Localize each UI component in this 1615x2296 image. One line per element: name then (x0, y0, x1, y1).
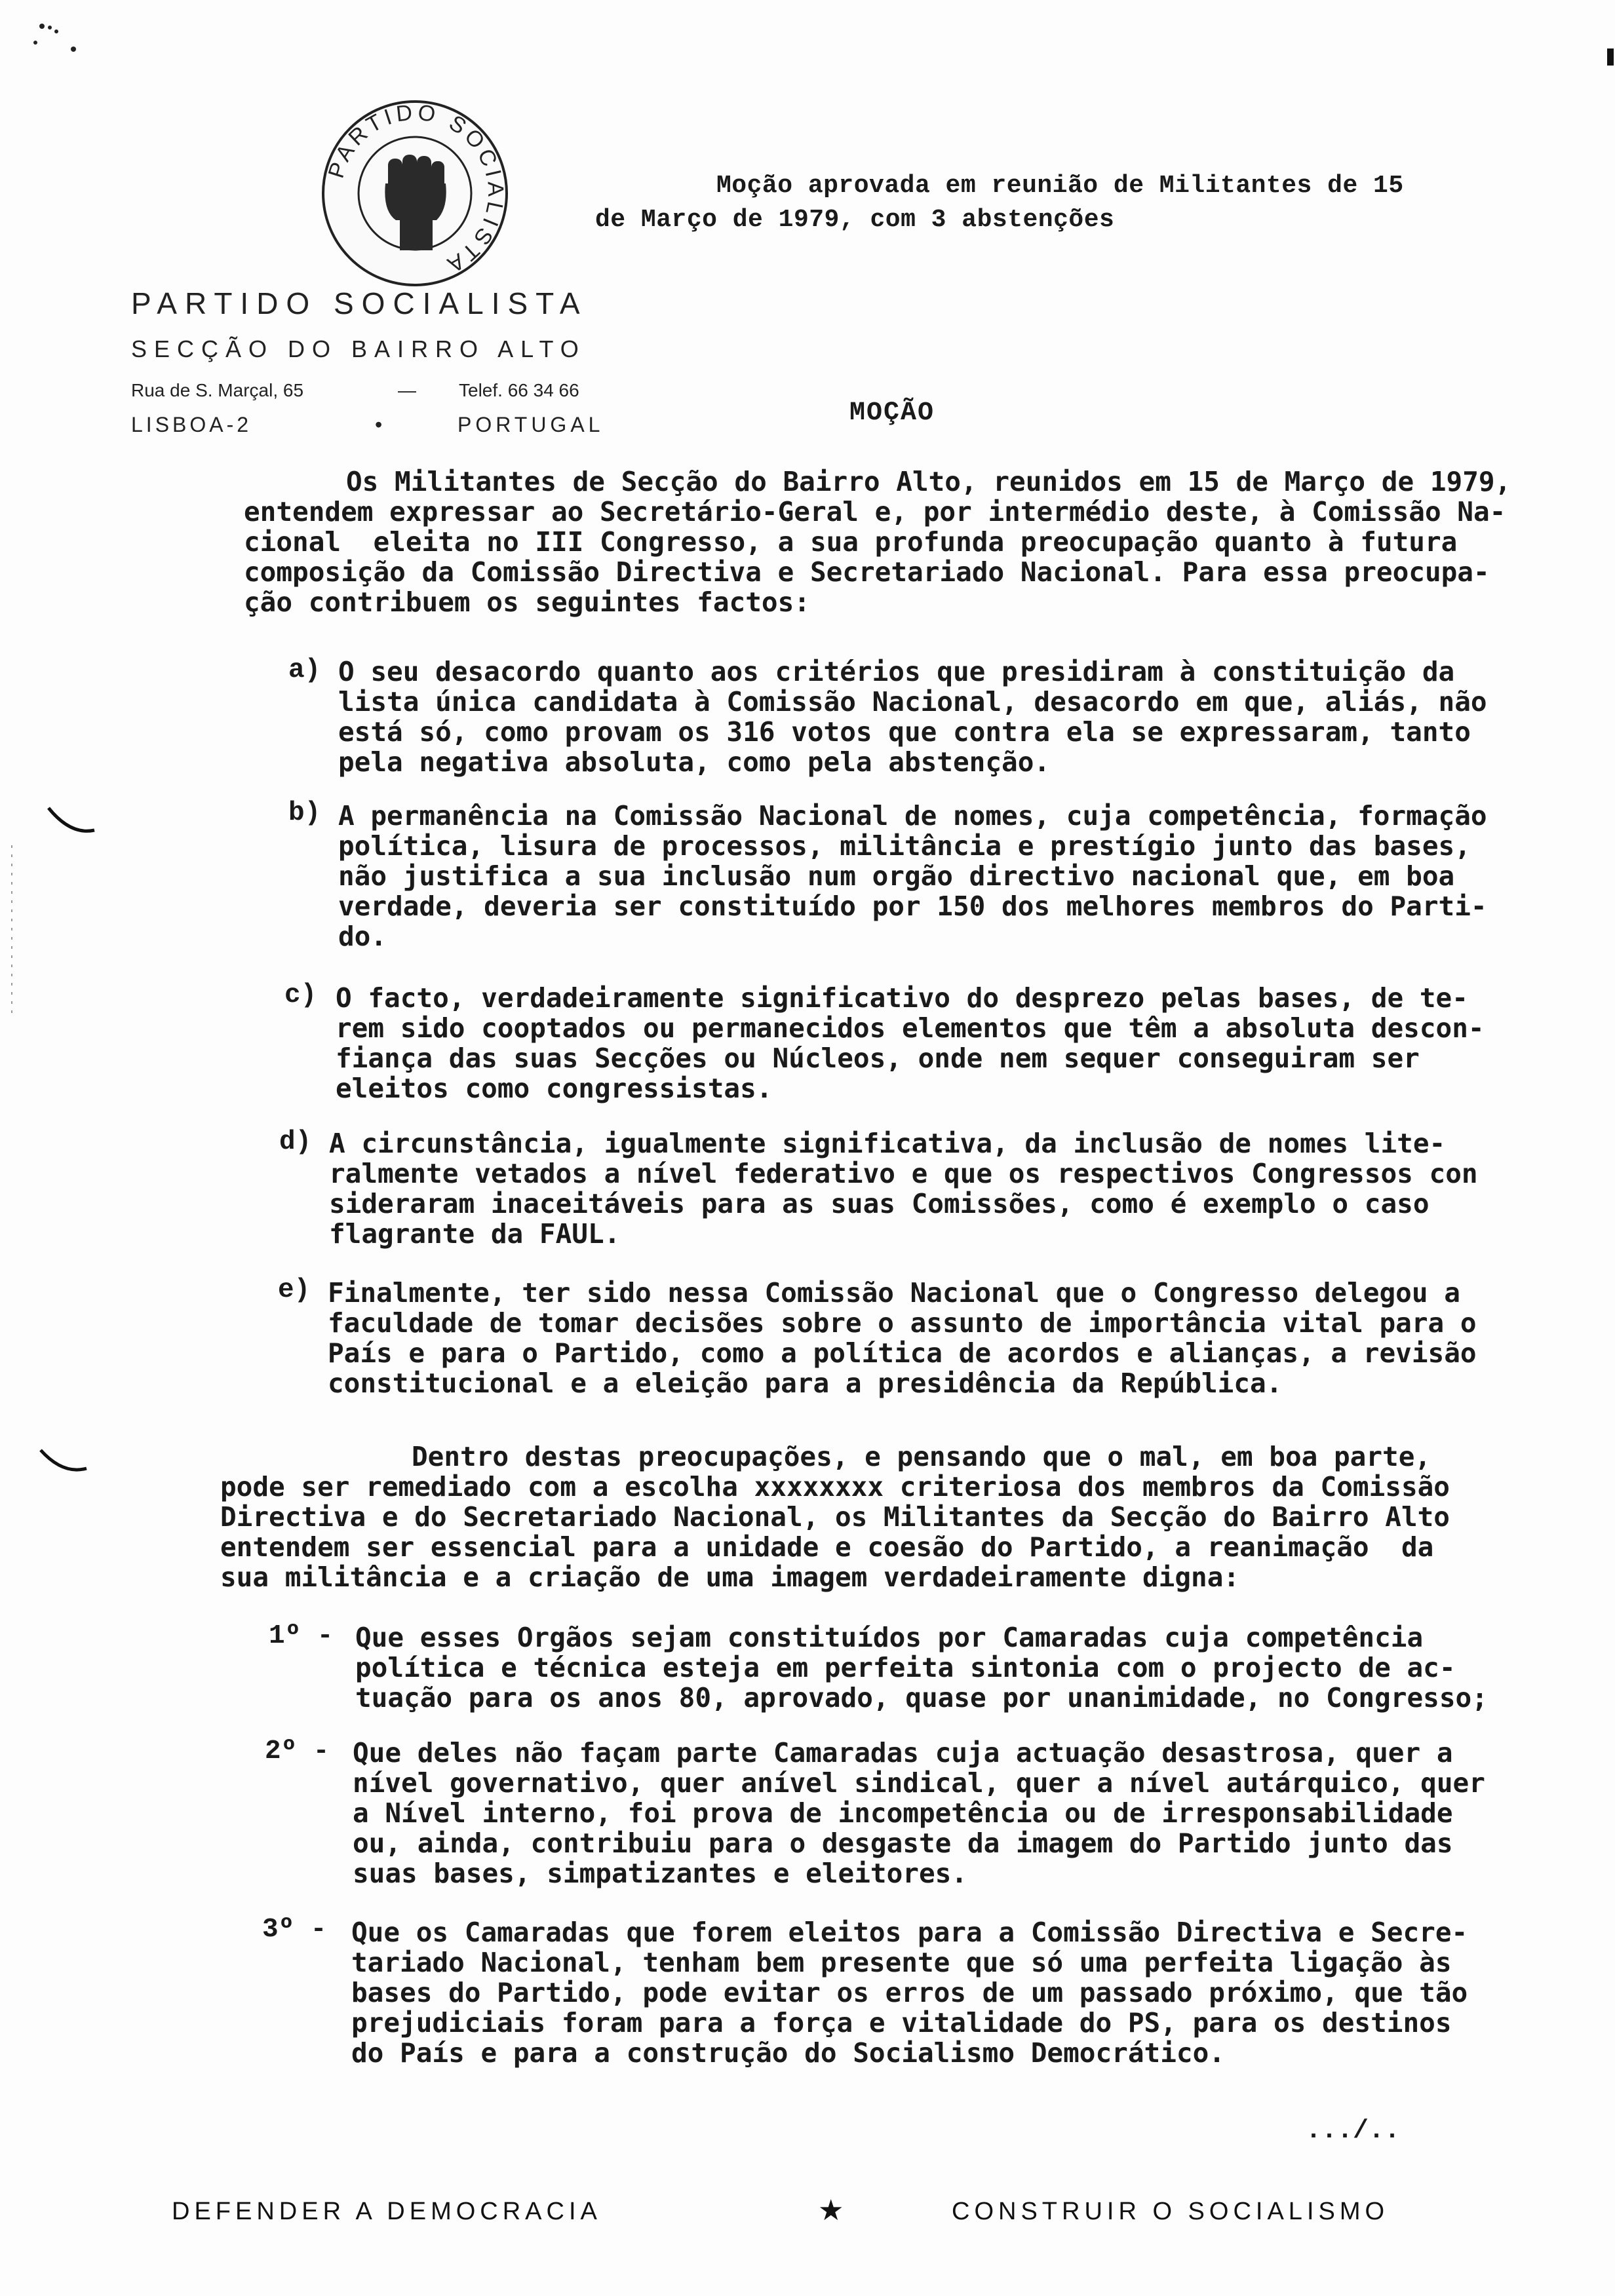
point-1-label: 1º - (269, 1621, 334, 1651)
party-fist-logo (320, 98, 510, 288)
point-3-label: 3º - (262, 1915, 327, 1945)
letterhead-section-name: SECÇÃO DO BAIRRO ALTO (131, 335, 586, 362)
star-icon: ★ (818, 2194, 844, 2227)
letterhead-address-line (131, 380, 616, 401)
concern-paragraph: Dentro destas preocupações, e pensando que o mal, em boa parte, pode ser remediado com a escolha xxxxxxxx criteriosa dos membros da Comissão Directiva e do Secretariado Nacional, os Militantes da Secção do Bairro Alto entendem ser essencial para a unidade e coesão do Partido, a reanimação da sua militância e a criação de uma imagem verdadeiramente digna: (220, 1441, 1450, 1593)
edge-mark-right (1605, 46, 1615, 72)
letterhead-city-line (131, 413, 616, 437)
fact-c-text: O facto, verdadeiramente significativo do desprezo pelas bases, de te- rem sido cooptados ou permanecidos elementos que têm a absoluta descon- fiança das suas Secções ou Núcleos, onde nem sequer conseguiram ser eleitos como congressistas. (336, 982, 1485, 1104)
footer-slogan-left: DEFENDER A DEMOCRACIA (172, 2198, 602, 2225)
point-2-text: Que deles não façam parte Camaradas cuja actuação desastrosa, quer a nível governativo, quer anível sindical, quer a nível autárquico, quer a Nível interno, foi prova de incompetência ou de irresponsabilidade ou, ainda, contribuiu para o desgaste da imagem do Partido junto das suas bases, simpatizantes e eleitores. (353, 1737, 1485, 1889)
point-2-label: 2º - (265, 1736, 330, 1767)
letterhead-city-separator: • (375, 413, 386, 436)
margin-dots (5, 845, 18, 1022)
fact-b-label: b) (288, 798, 321, 828)
scan-mark-top-left (26, 13, 85, 52)
intro-paragraph: Os Militantes de Secção do Bairro Alto, reunidos em 15 de Março de 1979, entendem expressar ao Secretário-Geral e, por intermédio deste, à Comissão Na- cional eleita no III Congresso, a sua profunda preocupação quanto à futura composição da Comissão Directiva e Secretariado Nacional. Para essa preocupa- ção contribuem os seguintes factos: (244, 466, 1511, 618)
fact-a-label: a) (288, 655, 321, 685)
fact-d-text: A circunstância, igualmente significativa, da inclusão de nomes lite- ralmente vetados a nível federativo e que os respectivos Congressos con sideraram inaceitáveis para as suas Comissões, como é exemplo o caso flagrante da FAUL. (329, 1128, 1478, 1250)
fact-c-label: c) (284, 980, 317, 1010)
fact-a-text: O seu desacordo quanto aos critérios que presidiram à constituição da lista única candidata à Comissão Nacional, desacordo em que, aliás, não está só, como provam os 316 votos que contra ela se expressaram, tanto pela negativa absoluta, como pela abstenção. (338, 656, 1487, 778)
letterhead-city: LISBOA-2 (131, 413, 252, 436)
fact-d-label: d) (279, 1127, 312, 1157)
footer-slogan-right: CONSTRUIR O SOCIALISMO (952, 2198, 1390, 2225)
letterhead-phone: Telef. 66 34 66 (459, 380, 579, 400)
punch-mark-1 (45, 803, 97, 842)
fact-b-text: A permanência na Comissão Nacional de nomes, cuja competência, formação política, lisura de processos, militância e prestígio junto das bases, não justifica a sua inclusão num orgão directivo nacional que, em boa verdade, deveria ser constituído por 150 dos melhores membros do Parti- do. (338, 800, 1487, 952)
punch-mark-2 (37, 1445, 89, 1484)
point-3-text: Que os Camaradas que forem eleitos para a Comissão Directiva e Secre- tariado Nacional, tenham bem presente que só uma perfeita ligação às bases do Partido, pode evitar os erros de um passado próximo, que tão prejudiciais foram para a força e vitalidade do PS, para os destinos do País e para a construção do Socialismo Democrático. (351, 1917, 1468, 2069)
approval-note-line-1: Moção aprovada em reunião de Militantes de 15 (716, 172, 1404, 200)
letterhead-address-separator: — (398, 380, 416, 400)
fact-e-text: Finalmente, ter sido nessa Comissão Nacional que o Congresso delegou a faculdade de tomar decisões sobre o assunto de importância vital para o País e para o Partido, como a política de acordos e alianças, a revisão constitucional e a eleição para a presidência da República. (328, 1277, 1477, 1399)
fact-e-label: e) (278, 1275, 311, 1305)
logo-ring-text: PARTIDO SOCIALISTA (323, 100, 509, 279)
letterhead-country: PORTUGAL (457, 413, 604, 436)
point-1-text: Que esses Orgãos sejam constituídos por Camaradas cuja competência política e técnica esteja em perfeita sintonia com o projecto de ac- tuação para os anos 80, aprovado, quase por unanimidade, no Congresso; (355, 1622, 1488, 1713)
letterhead-party-name: PARTIDO SOCIALISTA (131, 286, 588, 320)
document-title: MOÇÃO (849, 398, 935, 428)
letterhead-address: Rua de S. Marçal, 65 (131, 380, 304, 400)
approval-note-line-2: de Março de 1979, com 3 abstenções (595, 206, 1115, 234)
continuation-mark: .../.. (1306, 2116, 1401, 2146)
